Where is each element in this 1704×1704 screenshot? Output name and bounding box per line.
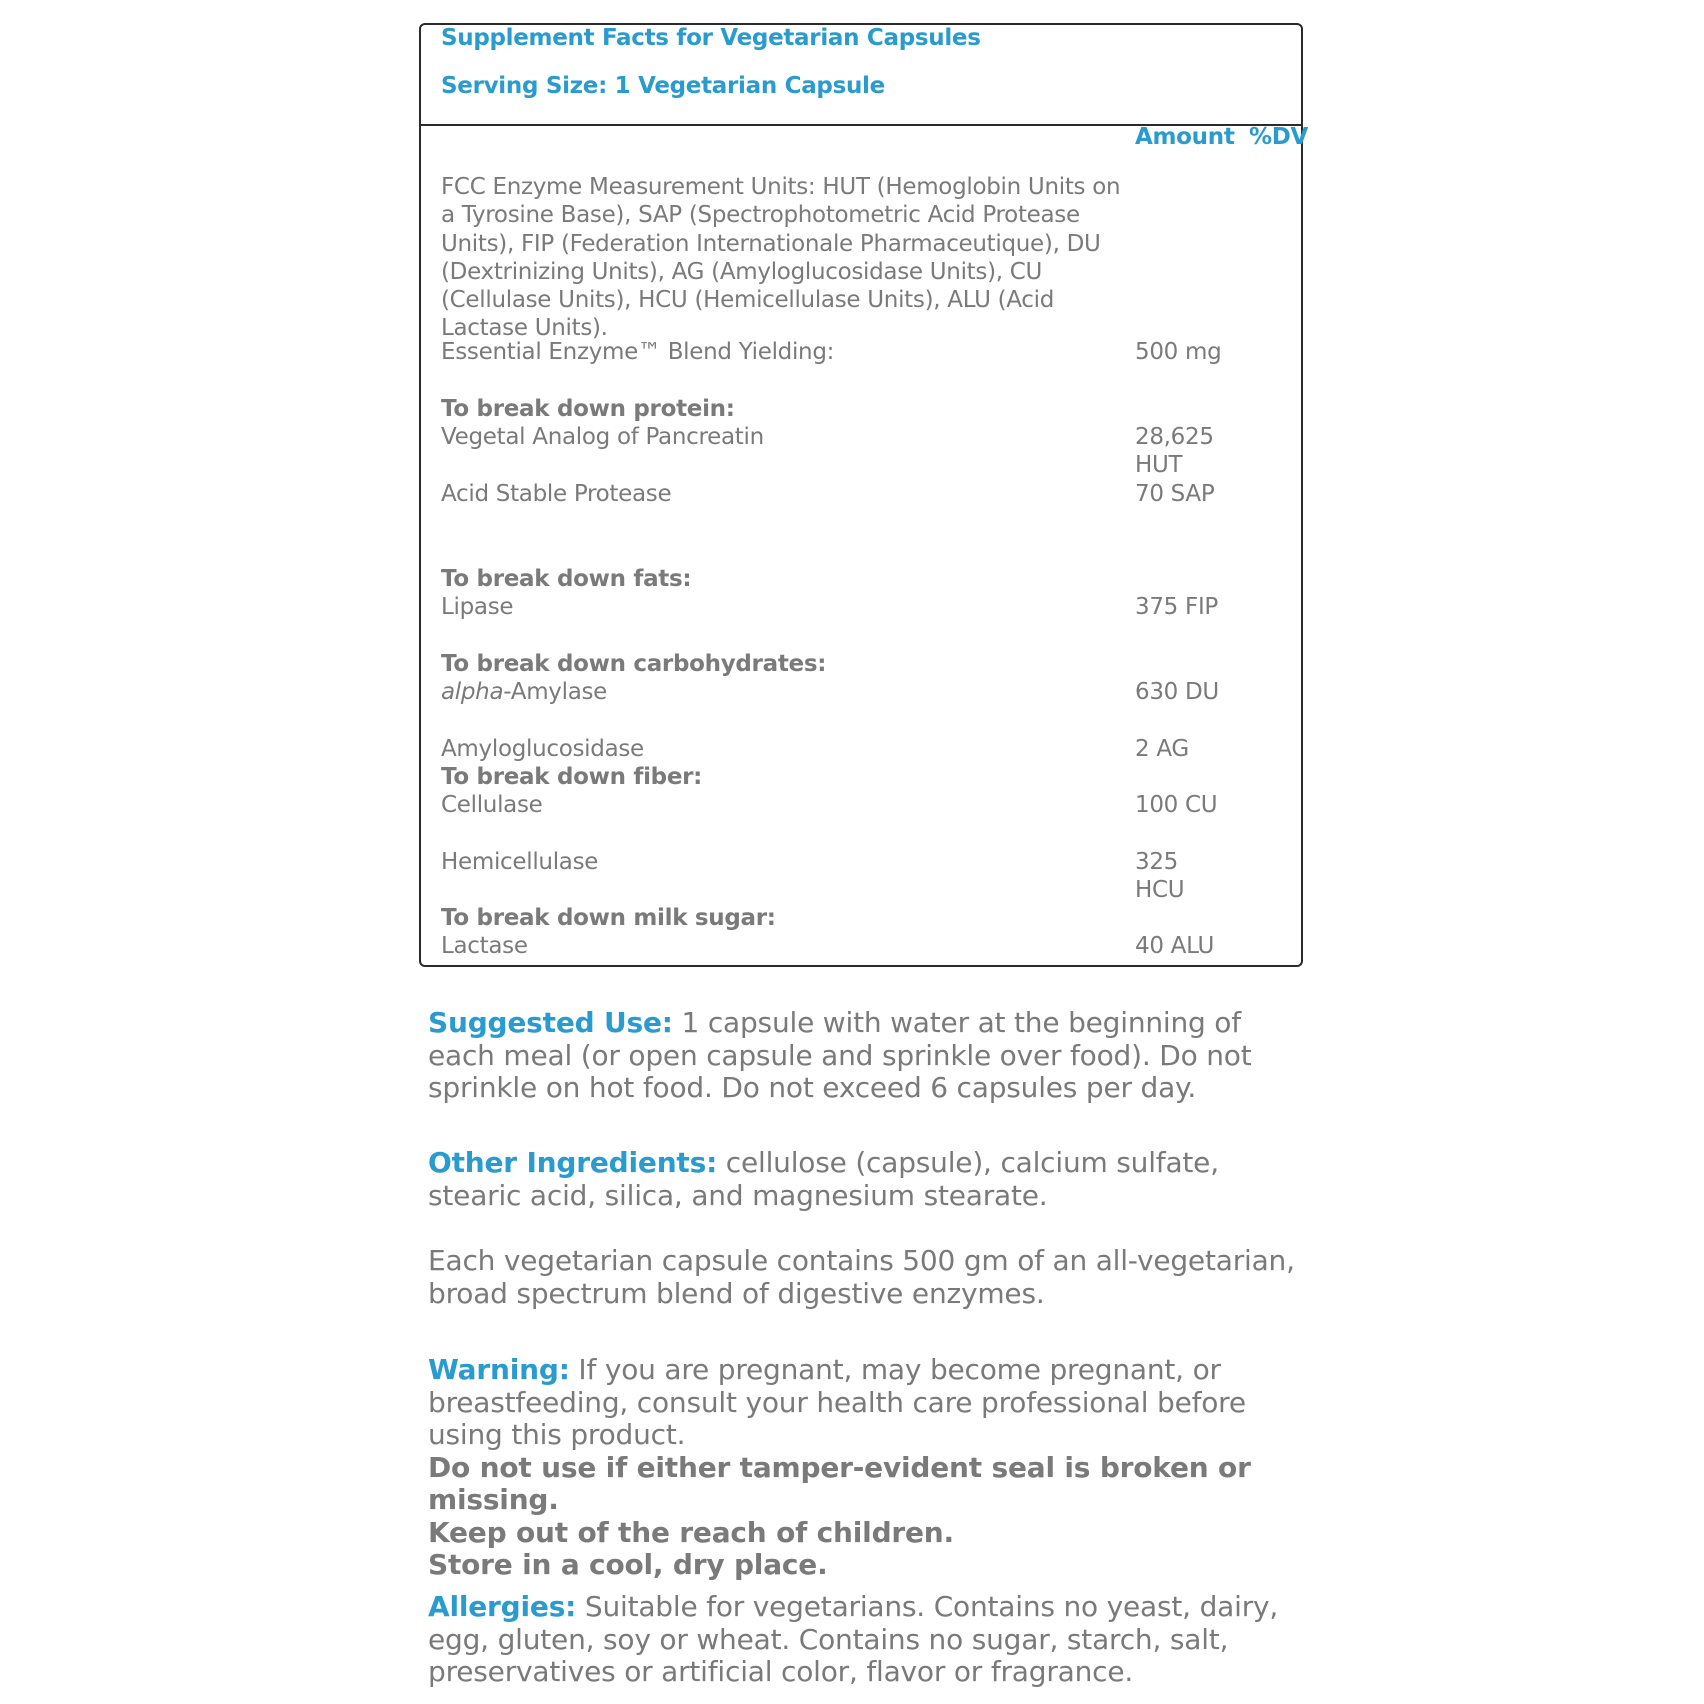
serving-size: Serving Size: 1 Vegetarian Capsule xyxy=(441,73,885,99)
category-name: To break down fats: xyxy=(441,566,692,592)
ingredient-name: Cellulase xyxy=(441,792,543,818)
ingredient-name: Lipase xyxy=(441,594,514,620)
allergies-label: Allergies: xyxy=(428,1590,577,1623)
ingredient-name xyxy=(441,678,607,706)
ingredient-name: Vegetal Analog of Pancreatin xyxy=(441,424,764,450)
blend-note: Each vegetarian capsule contains 500 gm of an all-vegetarian, broad spectrum blend of digestive enzymes. xyxy=(428,1244,1295,1310)
ingredient-name: Hemicellulase xyxy=(441,849,599,875)
dv-column-header: %DV xyxy=(1249,124,1309,150)
ingredient-name: Acid Stable Protease xyxy=(441,481,672,507)
category-name: To break down fiber: xyxy=(441,764,703,790)
suggested-use-label: Suggested Use: xyxy=(428,1006,673,1039)
category-name: To break down milk sugar: xyxy=(441,905,776,931)
other-ingredients-section xyxy=(428,1147,1298,1212)
ingredient-name-rest: -Amylase xyxy=(503,679,608,705)
ingredient-amount: 100 CU xyxy=(1135,792,1218,818)
ingredient-amount: 40 ALU xyxy=(1135,933,1215,959)
ingredient-amount: 70 SAP xyxy=(1135,481,1215,507)
supplement-facts-panel xyxy=(419,23,1309,967)
measurement-units-note: FCC Enzyme Measurement Units: HUT (Hemoglobin Units on a Tyrosine Base), SAP (Spectrophotometric Acid Protease Units), FIP (Federation Internationale Pharmaceutique), DU (Dextrinizing Units), AG (Amyloglucosidase Units), CU (Cellulase Units), HCU (Hemicellulase Units), ALU (Acid Lactase Units). xyxy=(441,174,1121,342)
supplement-facts-header xyxy=(421,25,1301,126)
category-name: To break down protein: xyxy=(441,396,735,422)
warning-text: If you are pregnant, may become pregnant, or breastfeeding, consult your health care professional before using this product. xyxy=(428,1353,1246,1451)
suggested-use-text: 1 capsule with water at the beginning of each meal (or open capsule and sprinkle over food). Do not sprinkle on hot food. Do not exceed 6 capsules per day. xyxy=(428,1006,1252,1104)
category-name: To break down carbohydrates: xyxy=(441,651,827,677)
other-ingredients-text: cellulose (capsule), calcium sulfate, stearic acid, silica, and magnesium stearate. xyxy=(428,1146,1219,1212)
supplement-facts-title: Supplement Facts for Vegetarian Capsules xyxy=(441,25,981,51)
allergies-text: Suitable for vegetarians. Contains no yeast, dairy, egg, gluten, soy or wheat. Contains no sugar, starch, salt, preservatives or artificial color, flavor or fragrance. xyxy=(428,1590,1279,1688)
ingredient-amount: 630 DU xyxy=(1135,679,1219,705)
ingredient-amount: 375 FIP xyxy=(1135,594,1218,620)
seal-warning: Do not use if either tamper-evident seal is broken or missing. xyxy=(428,1450,1251,1516)
storage-warning: Store in a cool, dry place. xyxy=(428,1548,828,1581)
ingredient-name: Amyloglucosidase xyxy=(441,736,644,762)
ingredient-name: Essential Enzyme™ Blend Yielding: xyxy=(441,339,835,365)
ingredient-name: Lactase xyxy=(441,933,528,959)
ingredient-amount: 500 mg xyxy=(1135,339,1222,365)
ingredient-amount: 325 HCU xyxy=(1135,849,1185,904)
amount-column-header: Amount xyxy=(1135,124,1235,150)
other-ingredients-label: Other Ingredients: xyxy=(428,1146,718,1179)
ingredient-amount: 28,625 HUT xyxy=(1135,424,1214,479)
warning-section xyxy=(428,1354,1298,1582)
ingredient-name-italic: alpha xyxy=(441,679,504,705)
ingredient-amount: 2 AG xyxy=(1135,736,1189,762)
warning-label: Warning: xyxy=(428,1353,570,1386)
suggested-use-section xyxy=(428,1007,1298,1105)
allergies-section xyxy=(428,1591,1298,1689)
warning-paragraph xyxy=(428,1354,1298,1452)
children-warning: Keep out of the reach of children. xyxy=(428,1515,954,1549)
